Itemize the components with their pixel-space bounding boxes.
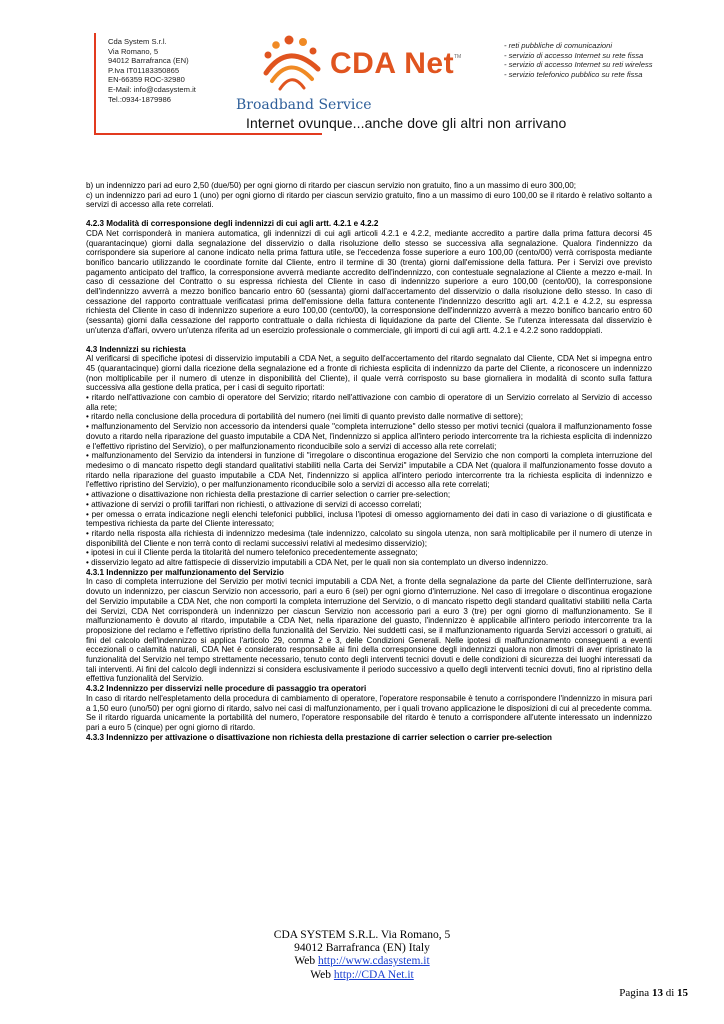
service-item: - reti pubbliche di comunicazioni (504, 41, 613, 50)
cdasystem-link[interactable]: http://www.cdasystem.it (317, 955, 430, 968)
document-body (86, 181, 652, 742)
paragraph-b: b) un indennizzo pari ad euro 2,50 (due/50) per ogni giorno di ritardo per ciascun servizio non gratuito, fino a un massimo di euro 300,00; (86, 181, 576, 190)
company-vat: P.Iva IT01183350865 (108, 65, 180, 75)
footer-city: 94012 Barrafranca (EN) Italy (294, 942, 430, 955)
company-address-block (108, 37, 196, 104)
logo-trademark: TM (454, 54, 462, 60)
company-roc: EN-66359 ROC-32980 (108, 75, 185, 85)
heading-4-3-2: 4.3.2 Indennizzo per disservizi nelle procedure di passaggio tra operatori (86, 684, 367, 694)
company-email: E-Mail: info@cdasystem.it (108, 84, 196, 94)
page-sep: di (662, 987, 677, 999)
paragraph-4-3-2: In caso di ritardo nell'espletamento della procedura di cambiamento di operatore, l'operatore responsabile è tenuto a corrispondere l'indennizzo in misura pari a 1,50 euro (uno/50) per ogni giorno di ritardo, salvo nei casi di malfunzionamento, per i quali trovano applicazione le disposizioni di cui al precedente comma. Se il ritardo riguarda unicamente la portabilità del numero, l'operatore responsabile del ritardo è tenuto a corrispondere all'utente interessato un indennizzo pari a euro 5 (cinque) per ogni giorno di ritardo. (86, 693, 652, 732)
logo-text: CDA Net (330, 47, 455, 80)
page-footer (0, 929, 724, 982)
services-list (504, 41, 653, 79)
company-street: Via Romano, 5 (108, 46, 159, 56)
list-item: • attivazione di servizi o profili tariffari non richiesti, o attivazione di servizi di accesso correlati; (86, 499, 422, 509)
list-item: • malfunzionamento del Servizio non accessorio da intendersi quale "completa interruzione" dello stesso per motivi tecnici (qualora il malfunzionamento fosse dovuto a ritardo nella riparazione del guasto imputabile a CDA Net, l'indennizzo si applica all'intero periodo intercorrente tra la richiesta esplicita di indennizzo e l'effettivo ripristino del Servizio), o per malfunzionamento riconducibile solo a servizi di accesso alla rete correlati; (86, 422, 652, 451)
heading-4-3-3: 4.3.3 Indennizzo per attivazione o disattivazione non richiesta della prestazione di carrier selection o carrier pre-selection (86, 732, 552, 742)
list-item: • ritardo nell'attivazione con cambio di operatore del Servizio; ritardo nell'attivazione con cambio di operatore di un Servizio correlato al Servizio di accesso alla rete; (86, 393, 652, 412)
page-label: Pagina (619, 987, 652, 999)
cdanet-link[interactable]: http://CDA Net.it (333, 968, 414, 981)
footer-web-2 (0, 969, 724, 982)
company-phone: Tel.:0934-1879986 (108, 94, 171, 104)
service-item: - servizio di accesso Internet su rete fissa (504, 50, 644, 60)
list-item: • ritardo nella risposta alla richiesta di indennizzo medesima (tale indennizzo, calcolato su singola utenza, non sarà moltiplicabile per il numero di utenze in disponibilità del Cliente e non terrà conto di reclami successivi relativi al medesimo disservizio); (86, 528, 652, 548)
page-number (619, 987, 688, 999)
tagline: Internet ovunque...anche dove gli altri non arrivano (246, 115, 567, 131)
service-item: - servizio telefonico pubblico su rete fissa (504, 69, 643, 79)
page-total: 15 (677, 987, 688, 999)
heading-4-3: 4.3 Indennizzi su richiesta (86, 344, 186, 354)
paragraph-4-2-3: CDA Net corrisponderà in maniera automatica, gli indennizzi di cui agli articoli 4.2.1 e 4.2.2, mediante accredito a partire dalla prima fattura decorsi 45 (quarantacinque) giorni dalla segnalazione del disservizio o dalla risoluzione dello stesso se successiva alla segnalazione. Qualora l'indennizzo da corrispondere sia superiore al canone indicato nella prima fattura utile, se l'eccedenza fosse superiore a euro 100,00 (cento/00) verrà corrisposta mediante bonifico bancario utilizzando le coordinate fornite dal Cliente, entro il termine di 30 (trenta) giorni dall'emissione della fattura. Per i Servizi ove previsto pagamento anticipato del traffico, la corresponsione avverrà mediante accredito dell'indennizzo, con contestuale segnalazione al Cliente a mezzo e-mail. In caso di cessazione del Contratto o su espressa richiesta del Cliente in caso di indennizzo superiore a euro 100,00 (cento/00), la corresponsione dell'indennizzo avverrà a mezzo bonifico bancario entro 60 (sessanta) giorni dall'accertamento del disservizio o dalla risoluzione dello stesso. In caso di cessazione del rapporto contrattuale verificatasi prima dell'emissione della fattura contenente l'indennizzo descritto agli art. 4.2.1 e 4.2.2, su espressa richiesta del Cliente in caso di indennizzo superiore a euro 100,00 (cento/00), la corresponsione dell'indennizzo avverrà a mezzo bonifico bancario entro 60 (sessanta) giorni dalla cessazione del rapporto contrattuale o dalla richiesta di liquidazione da parte del Cliente. Se l'utenza interessata dal disservizio è un'utenza d'affari, ovvero un'utenza riferita ad un esercizio professionale o commerciale, gli importi di cui agli artt. 4.2.1 e 4.2.2 sono raddoppiati. (86, 228, 652, 335)
paragraph-c: c) un indennizzo pari ad euro 1 (uno) per ogni giorno di ritardo per ciascun servizio gratuito, fino a un massimo di euro 100,00 se il ritardo è relativo soltanto a servizi di accesso alla rete correlati. (86, 190, 652, 210)
paragraph-4-3-1: In caso di completa interruzione del Servizio per motivi tecnici imputabili a CDA Net, a fronte della segnalazione da parte del Cliente dell'interruzione, sarà dovuto un indennizzo, per ciascun Servizio non accessorio, pari a euro 6 (sei) per ogni giorno d'interruzione. Nel caso di irregolare o discontinua erogazione del Servizio imputabile a CDA Net, che non comporti la completa interruzione del Servizio, o di mancato rispetto degli standard qualitativi stabiliti nella Carta dei Servizi, CDA Net corrisponderà un indennizzo per ciascun Servizio non accessorio pari a euro 3 (tre) per ogni giorno di malfunzionamento. Se il malfunzionamento è dovuto al ritardo, imputabile a CDA Net, nella riparazione del guasto, l'indennizzo è applicabile all'intero periodo intercorrente tra la proposizione del reclamo e l'effettivo ripristino della funzionalità del Servizio. Nei suddetti casi, se il malfunzionamento riguarda Servizi accessori o gratuiti, ai fini del calcolo dell'indennizzo si applica l'articolo 29, comma 2 e 3, delle Condizioni Generali. Nelle ipotesi di malfunzionamento conseguenti a eventi eccezionali o calamità naturali, CDA Net è considerato responsabile ai fini della corresponsione degli indennizzi qualora non dimostri di aver ripristinato la funzionalità del Servizio nel tempo strettamente necessario, tenuto conto degli interventi tecnici dovuti e delle condizioni di sicurezza dei luoghi interessati da tali interventi. Ai fini del calcolo degli indennizzi si considera esclusivamente il periodo successivo a quello degli interventi tecnici dovuti, fino al ripristino della effettiva funzionalità del Servizio. (86, 577, 652, 684)
header-vertical-rule (94, 33, 96, 134)
cda-net-logo (258, 33, 468, 93)
paragraph-4-3: Al verificarsi di specifiche ipotesi di disservizio imputabili a CDA Net, a seguito dell'accertamento del ritardo segnalato dal Cliente, CDA Net si impegna entro 45 (quarantacinque) giorni dalla ricezione della segnalazione ed a fronte di richiesta esplicita di indennizzo da parte del Cliente, a riconoscere un indennizzo (non moltiplicabile per il numero di utenze in disponibilità del Cliente), il quale verrà corrisposto su base giornaliera in modalità di sconto sulla fattura successiva alla gestione della pratica, per i casi di seguito riportati: (86, 354, 652, 393)
company-city: 94012 Barrafranca (EN) (108, 56, 189, 66)
list-item: • disservizio legato ad altre fattispecie di disservizio imputabili a CDA Net, per le quali non sia contemplato un diverso indennizzo. (86, 558, 549, 568)
heading-4-3-1: 4.3.1 Indennizzo per malfunzionamento del Servizio (86, 567, 284, 577)
heading-4-2-3: 4.2.3 Modalità di corresponsione degli indennizzi di cui agli artt. 4.2.1 e 4.2.2 (86, 219, 379, 229)
web-label: Web (310, 968, 334, 981)
list-item: • ipotesi in cui il Cliente perda la titolarità del numero telefonico precedentemente assegnato; (86, 548, 418, 558)
list-item: • malfunzionamento del Servizio da intendersi in funzione di "irregolare o discontinua erogazione del Servizio che non comporti la completa interruzione del medesimo o di mancato rispetto degli standard qualitativi stabiliti nella Carta dei Servizi" imputabile a CDA Net (qualora il malfunzionamento fosse dovuto a ritardo nella riparazione del guasto imputabile a CDA Net, l'indennizzo si applica all'intero periodo intercorrente tra la richiesta esplicita di indennizzo e l'effettivo ripristino del Servizio), o per malfunzionamento riconducibile solo a servizi di accesso alla rete correlati; (86, 451, 652, 490)
logo-figure-icon (258, 33, 328, 93)
list-item: • per omessa o errata indicazione negli elenchi telefonici pubblici, inclusa l'ipotesi di omesso aggiornamento dei dati in caso di variazione o di giustificata e tempestiva richiesta da parte del Cliente interessato; (86, 509, 652, 529)
page-current: 13 (651, 987, 663, 999)
header-horizontal-rule (94, 133, 322, 135)
list-item: • ritardo nella conclusione della procedura di portabilità del numero (nei limiti di quanto previsto dalle normative di settore); (86, 412, 523, 422)
service-item: - servizio di accesso Internet su reti wireless (504, 60, 653, 70)
web-label: Web (294, 955, 318, 968)
company-name: Cda System S.r.l. (108, 37, 167, 46)
footer-company: CDA SYSTEM S.R.L. Via Romano, 5 (273, 929, 451, 941)
list-item: • attivazione o disattivazione non richiesta della prestazione di carrier selection o carrier pre-selection; (86, 490, 451, 500)
footer-web-1 (0, 955, 724, 968)
broadband-service-label: Broadband Service (236, 97, 372, 113)
